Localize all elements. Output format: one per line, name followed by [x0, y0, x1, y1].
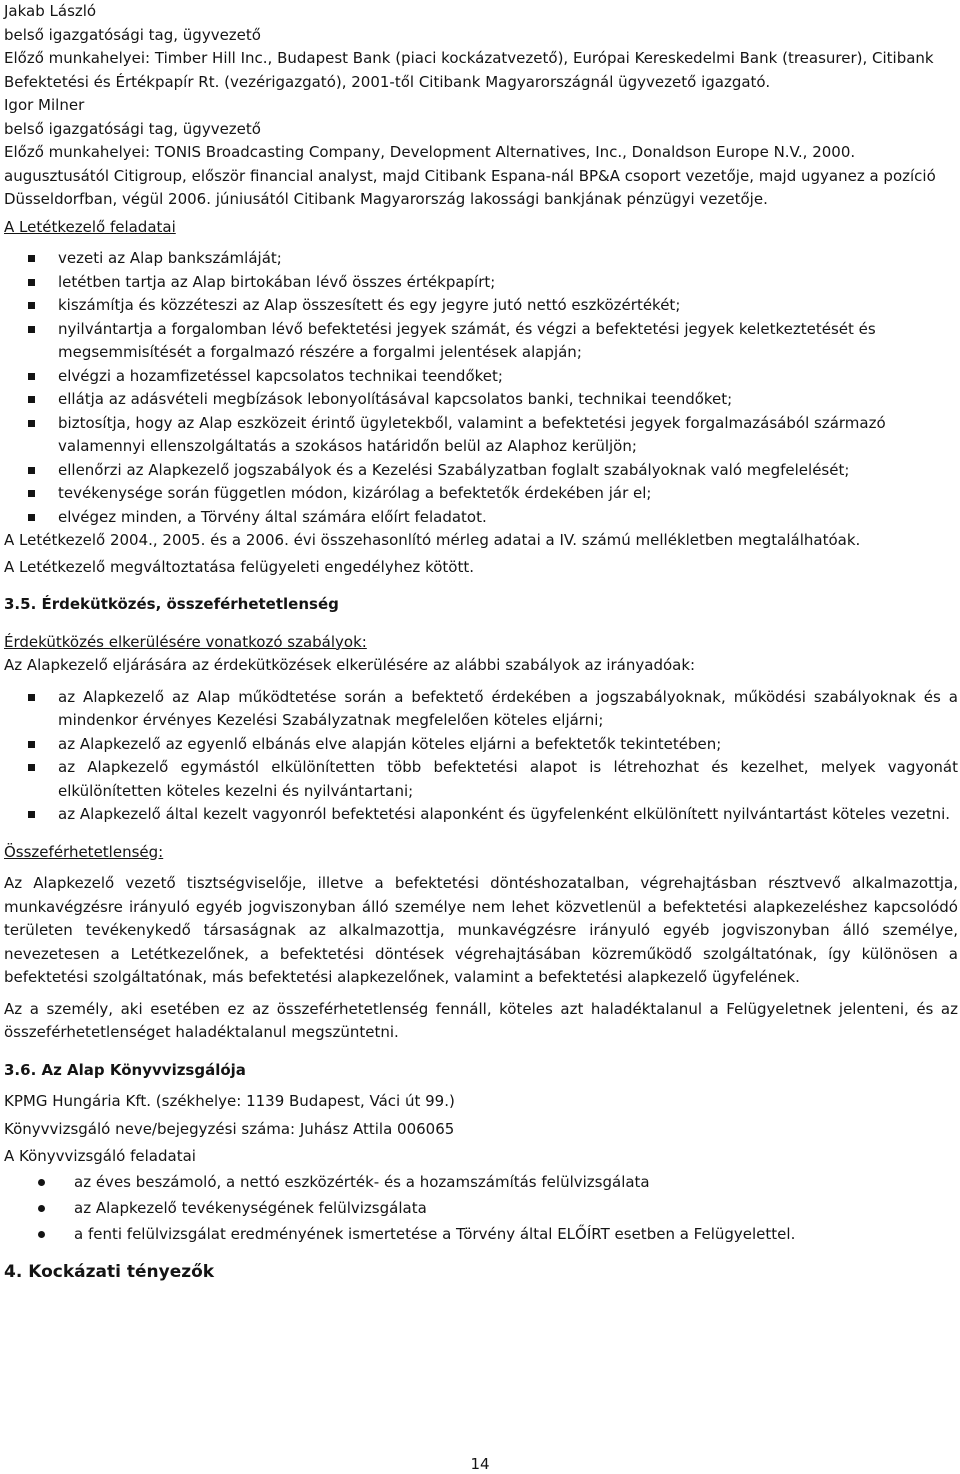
list-item: letétben tartja az Alap birtokában lévő összes értékpapírt; — [4, 271, 958, 295]
bio-name: Jakab László — [4, 2, 97, 20]
list-item: vezeti az Alap bankszámláját; — [4, 247, 958, 271]
bio-role: belső igazgatósági tag, ügyvezető — [4, 25, 261, 44]
list-item: kiszámítja és közzéteszi az Alap összesített és egy jegyre jutó nettó eszközértékét; — [4, 294, 958, 318]
list-item: a fenti felülvizsgálat eredményének ismertetése a Törvény által ELŐÍRT esetben a Felügyelettel. — [4, 1221, 958, 1247]
auditor-firm: KPMG Hungária Kft. (székhelye: 1139 Budapest, Váci út 99.) — [4, 1092, 455, 1110]
bio-prev-employers: Előző munkahelyei: TONIS Broadcasting Company, Development Alternatives, Inc., Donaldson Europe N.V., 2000. augusztusától Citigroup, először financial analyst, majd Citibank Espana-nál BP&A csoport vezetője, majd ugyanez a pozíció Düsseldorfban, végül 2006. júniusától Citibank Magyarország lakossági bankjának pénzügyi vezetője. — [4, 143, 936, 208]
list-item: nyilvántartja a forgalomban lévő befektetési jegyek számát, és végzi a befektetési jegyek keletkeztetését és megsemmisítését a forgalmazó részére a forgalmi jelentések alapján; — [4, 318, 958, 365]
list-item: az Alapkezelő tevékenységének felülvizsgálata — [4, 1195, 958, 1221]
list-item: az Alapkezelő által kezelt vagyonról befektetési alaponként és ügyfelenként elkülönített nyilvántartást köteles vezetni. — [4, 803, 958, 827]
list-item: elvégez minden, a Törvény által számára előírt feladatot. — [4, 506, 958, 530]
custodian-heading: A Letétkezelő feladatai — [4, 217, 176, 236]
list-item: az éves beszámoló, a nettó eszközérték- és a hozamszámítás felülvizsgálata — [4, 1169, 958, 1195]
conflict-rules-list — [4, 686, 958, 827]
auditor-task-list — [4, 1169, 958, 1247]
bio-prev-employers: Előző munkahelyei: Timber Hill Inc., Budapest Bank (piaci kockázatvezető), Európai Kereskedelmi Bank (treasurer), Citibank Befektetési és Értékpapír Rt. (vezérigazgató), 2001-től Citibank Magyarországnál ügyvezető igazgató. — [4, 49, 934, 91]
section-heading: 3.6. Az Alap Könyvvizsgálója — [4, 1060, 246, 1079]
list-item: az Alapkezelő az egyenlő elbánás elve alapján köteles eljárni a befektetők tekintetében; — [4, 733, 958, 757]
custodian-note: A Letétkezelő 2004., 2005. és a 2006. évi összehasonlító mérleg adatai a IV. számú mellékletben megtalálhatóak. — [4, 531, 861, 549]
paragraph: Az Alapkezelő eljárására az érdekütközések elkerülésére az alábbi szabályok az irányadóak: — [4, 656, 696, 674]
list-item: biztosítja, hogy az Alap eszközeit érintő ügyletekből, valamint a befektetési jegyek forgalmazásából származó valamennyi ellenszolgáltatás a szokásos határidőn belül az Alaphoz kerüljön; — [4, 412, 958, 459]
paragraph: Az a személy, aki esetében ez az összeférhetetlenség fennáll, köteles azt haladéktalanul a Felügyeletnek jelenteni, és az összeférhetetlenséget haladéktalanul megszüntetni. — [4, 999, 958, 1041]
auditor-name: Könyvvizsgáló neve/bejegyzési száma: Juhász Attila 006065 — [4, 1119, 455, 1138]
section-heading: 4. Kockázati tényezők — [4, 1261, 215, 1282]
list-item: ellenőrzi az Alapkezelő jogszabályok és a Kezelési Szabályzatban foglalt szabályoknak való megfelelését; — [4, 459, 958, 483]
subsection-heading: Összeférhetetlenség: — [4, 842, 164, 861]
list-item: tevékenysége során független módon, kizárólag a befektetők érdekében jár el; — [4, 482, 958, 506]
custodian-note: A Letétkezelő megváltoztatása felügyeleti engedélyhez kötött. — [4, 557, 474, 576]
section-heading: 3.5. Érdekütközés, összeférhetetlenség — [4, 595, 339, 613]
auditor-tasks-heading: A Könyvvizsgáló feladatai — [4, 1147, 196, 1165]
bio-name: Igor Milner — [4, 96, 85, 114]
list-item: az Alapkezelő egymástól elkülönítetten több befektetési alapot is létrehozhat és kezelhet, melyek vagyonát elkülönítetten köteles kezelni és nyilvántartani; — [4, 756, 958, 803]
paragraph: Az Alapkezelő vezető tisztségviselője, illetve a befektetési döntéshozatalban, végrehajtásban résztvevő alkalmazottja, munkavégzésre irányuló egyéb jogviszonyban álló személye nem lehet közvetlenül a befektetési alapkezeléshez kapcsolódó területen tevékenykedő társaságnak az alkalmazottja, munkavégzésre irányuló egyéb jogviszonyban álló személye, nevezetesen a Letétkezelőnek, a befektetési döntések végrehajtásában közreműködő szolgáltatónak, így különösen a befektetési szolgáltatónak, más befektetési alapkezelőnek, valamint a befektetési alapkezelő ügyfelének. — [4, 874, 958, 986]
list-item: az Alapkezelő az Alap működtetése során a befektető érdekében a jogszabályoknak, működési szabályoknak és a mindenkor érvényes Kezelési Szabályzatnak megfelelően köteles eljárni; — [4, 686, 958, 733]
subsection-heading: Érdekütközés elkerülésére vonatkozó szabályok: — [4, 632, 367, 651]
list-item: elvégzi a hozamfizetéssel kapcsolatos technikai teendőket; — [4, 365, 958, 389]
page-number: 14 — [470, 1455, 490, 1473]
bio-role: belső igazgatósági tag, ügyvezető — [4, 119, 261, 138]
document-page — [4, 0, 958, 1284]
list-item: ellátja az adásvételi megbízások lebonyolításával kapcsolatos banki, technikai teendőket; — [4, 388, 958, 412]
custodian-task-list — [4, 247, 958, 529]
